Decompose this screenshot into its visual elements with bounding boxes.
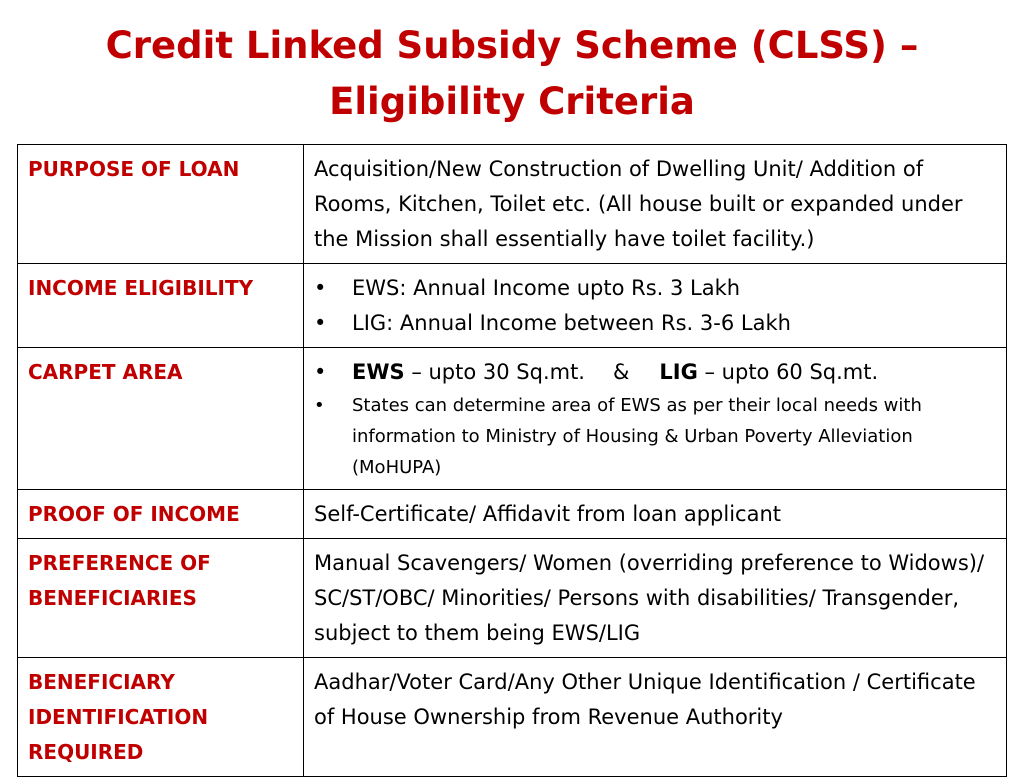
label-purpose-of-loan: PURPOSE OF LOAN	[18, 145, 304, 264]
carpet-bullet-list	[314, 355, 996, 483]
income-bullet-lig	[314, 306, 996, 341]
carpet-bullet-limits	[314, 355, 996, 390]
value-carpet-area	[304, 348, 1007, 490]
income-bullet-ews	[314, 271, 996, 306]
carpet-note-text: States can determine area of EWS as per their local needs with information to Ministry of Housing & Urban Poverty Alleviation (MoHUPA)	[352, 395, 922, 478]
label-beneficiary-identification: BENEFICIARY IDENTIFICATION REQUIRED	[18, 658, 304, 777]
row-preference-of-beneficiaries	[18, 539, 1007, 658]
income-bullet-list	[314, 271, 996, 341]
carpet-bullet-note	[314, 390, 996, 483]
page-title	[0, 18, 1024, 130]
bullet-marker: •	[314, 360, 327, 384]
value-preference-of-beneficiaries: Manual Scavengers/ Women (overriding preference to Widows)/ SC/ST/OBC/ Minorities/ Persons with disabilities/ Transgender, subject to them being EWS/LIG	[304, 539, 1007, 658]
carpet-ampersand: &	[613, 360, 630, 384]
value-income-eligibility	[304, 264, 1007, 348]
bullet-marker: •	[314, 311, 327, 335]
label-income-eligibility: INCOME ELIGIBILITY	[18, 264, 304, 348]
value-beneficiary-identification: Aadhar/Voter Card/Any Other Unique Identification / Certificate of House Ownership from Revenue Authority	[304, 658, 1007, 777]
title-line-2: Eligibility Criteria	[329, 80, 695, 123]
carpet-ews-term: EWS	[352, 360, 405, 384]
title-line-1: Credit Linked Subsidy Scheme (CLSS) –	[105, 24, 919, 67]
row-proof-of-income	[18, 490, 1007, 539]
row-carpet-area	[18, 348, 1007, 490]
income-lig-text: LIG: Annual Income between Rs. 3-6 Lakh	[352, 311, 791, 335]
value-purpose-of-loan: Acquisition/New Construction of Dwelling Unit/ Addition of Rooms, Kitchen, Toilet etc. (All house built or expanded under the Mission shall essentially have toilet facility.)	[304, 145, 1007, 264]
row-beneficiary-identification	[18, 658, 1007, 777]
carpet-lig-text: – upto 60 Sq.mt.	[697, 360, 879, 384]
carpet-ews-text: – upto 30 Sq.mt.	[404, 360, 585, 384]
label-proof-of-income: PROOF OF INCOME	[18, 490, 304, 539]
bullet-marker: •	[314, 395, 325, 416]
label-carpet-area: CARPET AREA	[18, 348, 304, 490]
value-proof-of-income: Self-Certificate/ Affidavit from loan applicant	[304, 490, 1007, 539]
carpet-lig-term: LIG	[659, 360, 698, 384]
eligibility-table	[17, 144, 1007, 777]
income-ews-text: EWS: Annual Income upto Rs. 3 Lakh	[352, 276, 741, 300]
label-preference-of-beneficiaries: PREFERENCE OF BENEFICIARIES	[18, 539, 304, 658]
row-income-eligibility	[18, 264, 1007, 348]
row-purpose-of-loan	[18, 145, 1007, 264]
bullet-marker: •	[314, 276, 327, 300]
